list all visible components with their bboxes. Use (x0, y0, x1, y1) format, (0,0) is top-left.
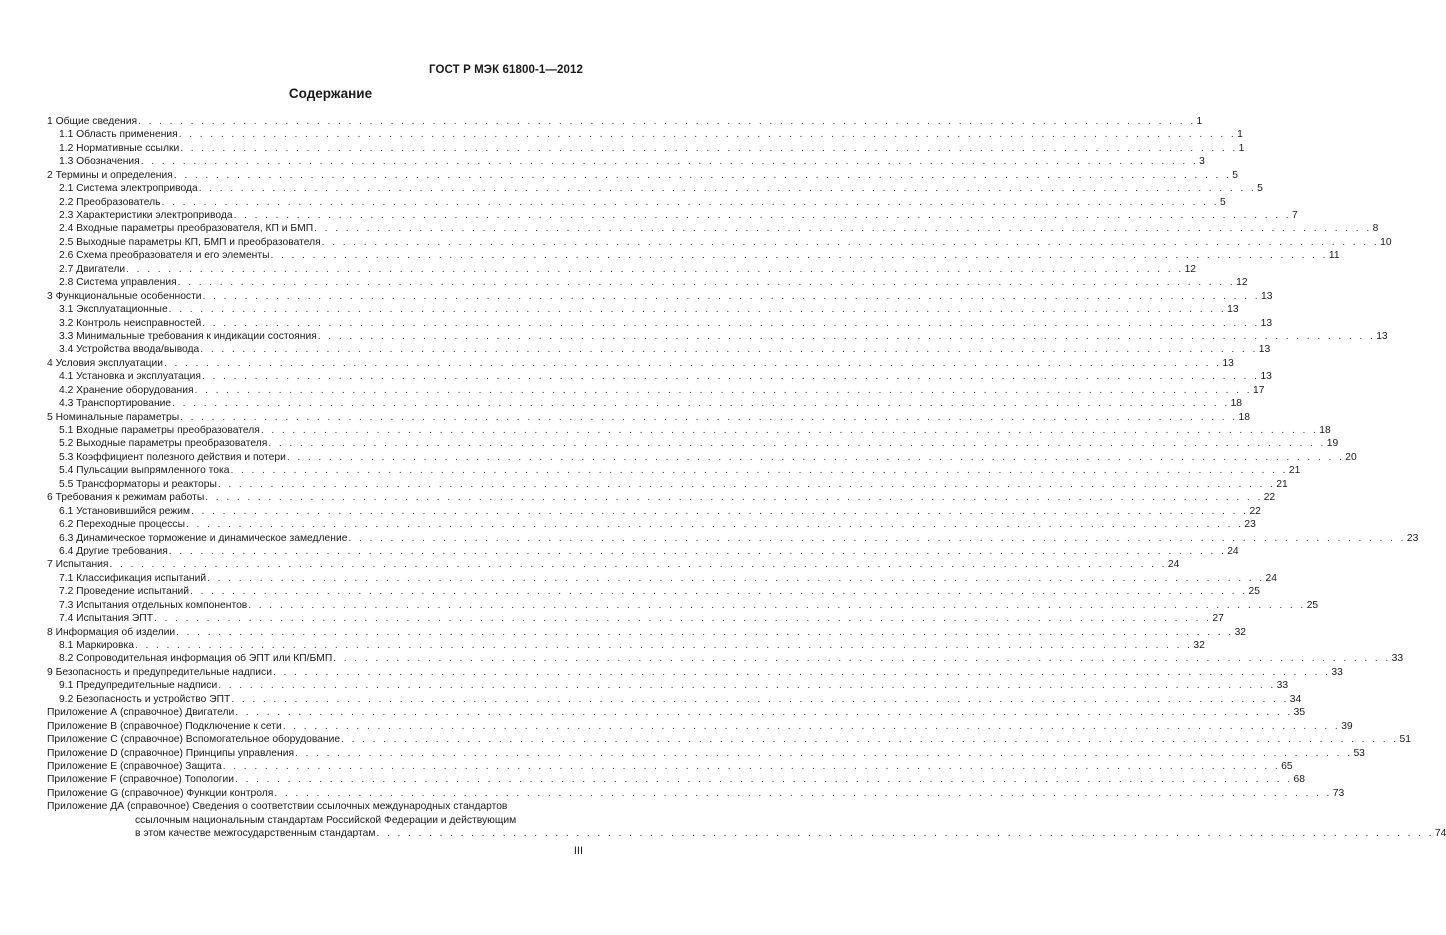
toc-entry[interactable] (47, 384, 1265, 397)
toc-entry-page: 1 (1196, 115, 1203, 127)
toc-entry-title: 2.5 Выходные параметры КП, БМП и преобразователя (59, 236, 321, 248)
toc-entry[interactable] (47, 290, 1273, 303)
page-title: Содержание (288, 86, 373, 101)
toc-entry-page: 68 (1293, 774, 1305, 786)
toc-leader-dots: . . . . . . . . . . . . . . . . . . . . . . . . . . . . . . . . . . . . . . . . . . . . . . . . . . . . . . . . . . . . . . . . . . . . . . . . . . . . . . . . . . . . . . . . . . . . . . . . . . . . . (231, 693, 1289, 705)
toc-entry-page: 12 (1184, 263, 1197, 275)
toc-entry-page: 8 (1372, 223, 1379, 235)
toc-entry[interactable] (47, 478, 1288, 491)
toc-entry[interactable] (47, 142, 1245, 155)
toc-entry[interactable] (47, 639, 1205, 652)
toc-entry-page: 3 (1199, 156, 1205, 168)
toc-entry-title: 4.2 Хранение оборудования (59, 384, 194, 396)
toc-entry[interactable] (47, 196, 1226, 209)
toc-leader-dots: . . . . . . . . . . . . . . . . . . . . . . . . . . . . . . . . . . . . . . . . . . . . . . . . . . . . . . . . . . . . . . . . . . . . . . . . . . . . . . . . . . . . . . . . . . . . . . . . . . . . . (198, 183, 1257, 195)
toc-entry-title: 7.2 Проведение испытаний (59, 586, 190, 598)
toc-entry-title: 6.3 Динамическое торможение и динамическое замедление (59, 532, 348, 544)
toc-entry-page: 34 (1289, 693, 1302, 705)
toc-entry-page: 73 (1332, 787, 1345, 799)
toc-leader-dots: . . . . . . . . . . . . . . . . . . . . . . . . . . . . . . . . . . . . . . . . . . . . . . . . . . . . . . . . . . . . . . . . . . . . . . . . . . . . . . . . . . . . . . . . . . . . . . . . . . . . . (295, 747, 1353, 759)
toc-entry-page: 5 (1219, 196, 1226, 208)
toc-leader-dots: . . . . . . . . . . . . . . . . . . . . . . . . . . . . . . . . . . . . . . . . . . . . . . . . . . . . . . . . . . . . . . . . . . . . . . . . . . . . . . . . . . . . . . . . . . . . . . . . . . . . . (185, 519, 1244, 531)
toc-entry-page: 65 (1281, 760, 1293, 772)
toc-leader-dots: . . . . . . . . . . . . . . . . . . . . . . . . . . . . . . . . . . . . . . . . . . . . . . . . . . . . . . . . . . . . . . . . . . . . . . . . . . . . . . . . . . . . . . . . . . . . . . . . . . . . . (200, 344, 1258, 356)
toc-entry-title: 4.3 Транспортирование (59, 398, 172, 410)
toc-entry-title: 2.7 Двигатели (59, 263, 126, 275)
toc-leader-dots: . . . . . . . . . . . . . . . . . . . . . . . . . . . . . . . . . . . . . . . . . . . . . . . . . . . . . . . . . . . . . . . . . . . . . . . . . . . . . . . . . . . . . . . . . . . . . . . . . . . . . (333, 653, 1391, 665)
toc-leader-dots: . . . . . . . . . . . . . . . . . . . . . . . . . . . . . . . . . . . . . . . . . . . . . . . . . . . . . . . . . . . . . . . . . . . . . . . . . . . . . . . . . . . . . . . . . . . . . . . . . . . . . (154, 613, 1212, 625)
toc-entry-page: 27 (1212, 613, 1224, 625)
toc-entry-title: Приложение G (справочное) Функции контроля (47, 787, 274, 799)
toc-entry[interactable] (47, 303, 1239, 316)
toc-entry-title: 2.3 Характеристики электропривода (59, 210, 233, 222)
toc-entry-title: 6.2 Переходные процессы (59, 519, 185, 531)
toc-entry-title: 6 Требования к режимам работы (47, 492, 205, 504)
toc-entry[interactable] (47, 505, 1261, 518)
toc-entry-page: 17 (1252, 384, 1265, 396)
toc-entry-page: 1 (1238, 142, 1245, 154)
toc-entry-title: 6.4 Другие требования (59, 545, 168, 557)
toc-leader-dots: . . . . . . . . . . . . . . . . . . . . . . . . . . . . . . . . . . . . . . . . . . . . . . . . . . . . . . . . . . . . . . . . . . . . . . . . . . . . . . . . . . . . . . . . . . . . . . . . . . . . . (161, 196, 1219, 208)
toc-entry-page: 13 (1260, 290, 1273, 302)
toc-entry[interactable] (47, 733, 1411, 746)
toc-entry-page: 5 (1257, 183, 1263, 195)
toc-entry[interactable] (47, 720, 1353, 733)
toc-leader-dots: . . . . . . . . . . . . . . . . . . . . . . . . . . . . . . . . . . . . . . . . . . . . . . . . . . . . . . . . . . . . . . . . . . . . . . . . . . . . . . . . . . . . . . . . . . . . . . . . . . . . . (235, 774, 1293, 786)
toc-entry-title: 5.5 Трансформаторы и реакторы (59, 478, 217, 490)
toc-entry-title: 5.4 Пульсации выпрямленного тока (59, 465, 230, 477)
toc-leader-dots: . . . . . . . . . . . . . . . . . . . . . . . . . . . . . . . . . . . . . . . . . . . . . . . . . . . . . . . . . . . . . . . . . . . . . . . . . . . . . . . . . . . . . . . . . . . . . . . . . . . . . (191, 505, 1249, 517)
toc-leader-dots: . . . . . . . . . . . . . . . . . . . . . . . . . . . . . . . . . . . . . . . . . . . . . . . . . . . . . . . . . . . . . . . . . . . . . . . . . . . . . . . . . . . . . . . . . . . . . . . . . . . . . (168, 545, 1227, 557)
toc-entry-page: 23 (1406, 532, 1419, 544)
toc-entry-page: 25 (1306, 599, 1319, 611)
toc-entry[interactable] (47, 518, 1256, 531)
toc-leader-dots: . . . . . . . . . . . . . . . . . . . . . . . . . . . . . . . . . . . . . . . . . . . . . . . . . . . . . . . . . . . . . . . . . . . . . . . . . . . . . . . . . . . . . . . . . . . . . . . . . . . . . (202, 290, 1260, 302)
toc-entry-title: 6.1 Установившийся режим (59, 505, 191, 517)
toc-leader-dots: . . . . . . . . . . . . . . . . . . . . . . . . . . . . . . . . . . . . . . . . . . . . . . . . . . . . . . . . . . . . . . . . . . . . . . . . . . . . . . . . . . . . . . . . . . . . . . . . . . . . . (282, 720, 1341, 732)
toc-leader-dots: . . . . . . . . . . . . . . . . . . . . . . . . . . . . . . . . . . . . . . . . . . . . . . . . . . . . . . . . . . . . . . . . . . . . . . . . . . . . . . . . . . . . . . . . . . . . . . . . . . . . . (140, 156, 1199, 168)
toc-entry-title: 1.3 Обозначения (59, 156, 140, 168)
toc-leader-dots: . . . . . . . . . . . . . . . . . . . . . . . . . . . . . . . . . . . . . . . . . . . . . . . . . . . . . . . . . . . . . . . . . . . . . . . . . . . . . . . . . . . . . . . . . . . . . . . . . . . . . (202, 371, 1260, 383)
toc-leader-dots: . . . . . . . . . . . . . . . . . . . . . . . . . . . . . . . . . . . . . . . . . . . . . . . . . . . . . . . . . . . . . . . . . . . . . . . . . . . . . . . . . . . . . . . . . . . . . . . . . . . . . (268, 438, 1326, 450)
document-header: ГОСТ Р МЭК 61800-1—2012 (429, 64, 583, 76)
toc-entry-title: 2.1 Система электропривода (59, 183, 198, 195)
toc-entry-appendix-da[interactable] (47, 800, 1446, 840)
toc-entry-page: 33 (1331, 666, 1343, 678)
toc-leader-dots: . . . . . . . . . . . . . . . . . . . . . . . . . . . . . . . . . . . . . . . . . . . . . . . . . . . . . . . . . . . . . . . . . . . . . . . . . . . . . . . . . . . . . . . . . . . . . . . . . . . . . (274, 787, 1332, 799)
toc-entry-title: 2 Термины и определения (47, 169, 173, 181)
toc-entry-page: 24 (1265, 572, 1278, 584)
toc-entry-title: 3 Функциональные особенности (47, 290, 202, 302)
toc-entry-title: 3.4 Устройства ввода/вывода (59, 344, 200, 356)
toc-leader-dots: . . . . . . . . . . . . . . . . . . . . . . . . . . . . . . . . . . . . . . . . . . . . . . . . . . . . . . . . . . . . . . . . . . . . . . . . . . . . . . . . . . . . . . . . . . . . . . . . . . . . . (233, 210, 1292, 222)
toc-entry-page: 51 (1399, 734, 1411, 746)
toc-leader-dots: . . . . . . . . . . . . . . . . . . . . . . . . . . . . . . . . . . . . . . . . . . . . . . . . . . . . . . . . . . . . . . . . . . . . . . . . . . . . . . . . . . . . . . . . . . . . . . . . . . . . . (126, 263, 1184, 275)
toc-entry-page: 7 (1292, 210, 1298, 222)
toc-entry-title: 3.2 Контроль неисправностей (59, 317, 202, 329)
toc-entry-title: Приложение F (справочное) Топологии (47, 774, 235, 786)
toc-leader-dots: . . . . . . . . . . . . . . . . . . . . . . . . . . . . . . . . . . . . . . . . . . . . . . . . . . . . . . . . . . . . . . . . . . . . . . . . . . . . . . . . . . . . . . . . . . . . . . . . . . . . . (272, 666, 1331, 678)
toc-entry-page: 1 (1237, 129, 1243, 141)
toc-entry-title-line2: ссылочным национальным стандартам Российской Федерации и действующим (135, 814, 517, 826)
toc-entry[interactable] (47, 263, 1197, 276)
toc-leader-dots: . . . . . . . . . . . . . . . . . . . . . . . . . . . . . . . . . . . . . . . . . . . . . . . . . . . . . . . . . . . . . . . . . . . . . . . . . . . . . . . . . . . . . . . . . . . . . . . . . . . . . (173, 169, 1232, 181)
toc-leader-dots: . . . . . . . . . . . . . . . . . . . . . . . . . . . . . . . . . . . . . . . . . . . . . . . . . . . . . . . . . . . . . . . . . . . . . . . . . . . . . . . . . . . . . . . . . . . . . . . . . . . . . (218, 680, 1276, 692)
toc-entry[interactable] (47, 693, 1302, 706)
toc-entry[interactable] (47, 370, 1272, 383)
toc-entry[interactable] (47, 612, 1224, 625)
toc-entry[interactable] (47, 128, 1243, 141)
toc-entry[interactable] (47, 249, 1340, 262)
toc-entry[interactable] (47, 760, 1293, 773)
toc-leader-dots: . . . . . . . . . . . . . . . . . . . . . . . . . . . . . . . . . . . . . . . . . . . . . . . . . . . . . . . . . . . . . . . . . . . . . . . . . . . . . . . . . . . . . . . . . . . . . . . . . . . . . (376, 828, 1434, 840)
toc-entry-title: 8.1 Маркировка (59, 640, 134, 652)
toc-entry-page: 39 (1341, 720, 1353, 732)
toc-entry-title: Приложение D (справочное) Принципы управления (47, 747, 295, 759)
toc-entry-title: 5 Номинальные параметры (47, 411, 180, 423)
toc-leader-dots: . . . . . . . . . . . . . . . . . . . . . . . . . . . . . . . . . . . . . . . . . . . . . . . . . . . . . . . . . . . . . . . . . . . . . . . . . . . . . . . . . . . . . . . . . . . . . . . . . . . . . (248, 599, 1306, 611)
toc-leader-dots: . . . . . . . . . . . . . . . . . . . . . . . . . . . . . . . . . . . . . . . . . . . . . . . . . . . . . . . . . . . . . . . . . . . . . . . . . . . . . . . . . . . . . . . . . . . . . . . . . . . . . (109, 559, 1167, 571)
toc-leader-dots: . . . . . . . . . . . . . . . . . . . . . . . . . . . . . . . . . . . . . . . . . . . . . . . . . . . . . . . . . . . . . . . . . . . . . . . . . . . . . . . . . . . . . . . . . . . . . . . . . . . . . (163, 357, 1222, 369)
toc-leader-dots: . . . . . . . . . . . . . . . . . . . . . . . . . . . . . . . . . . . . . . . . . . . . . . . . . . . . . . . . . . . . . . . . . . . . . . . . . . . . . . . . . . . . . . . . . . . . . . . . . . . . . (178, 129, 1237, 141)
toc-entry[interactable] (47, 343, 1271, 356)
toc-entry[interactable] (47, 317, 1273, 330)
toc-entry-title: 7.4 Испытания ЭПТ (59, 613, 153, 625)
toc-entry[interactable] (47, 626, 1247, 639)
toc-leader-dots: . . . . . . . . . . . . . . . . . . . . . . . . . . . . . . . . . . . . . . . . . . . . . . . . . . . . . . . . . . . . . . . . . . . . . . . . . . . . . . . . . . . . . . . . . . . . . . . . . . . . . (176, 626, 1234, 638)
toc-entry-page: 18 (1230, 398, 1243, 410)
toc-entry-page: 13 (1260, 317, 1273, 329)
toc-entry[interactable] (47, 706, 1306, 719)
toc-leader-dots: . . . . . . . . . . . . . . . . . . . . . . . . . . . . . . . . . . . . . . . . . . . . . . . . . . . . . . . . . . . . . . . . . . . . . . . . . . . . . . . . . . . . . . . . . . . . . . . . . . . . . (194, 384, 1252, 396)
toc-entry[interactable] (47, 787, 1345, 800)
toc-leader-dots: . . . . . . . . . . . . . . . . . . . . . . . . . . . . . . . . . . . . . . . . . . . . . . . . . . . . . . . . . . . . . . . . . . . . . . . . . . . . . . . . . . . . . . . . . . . . . . . . . . . . . (260, 425, 1319, 437)
toc-entry[interactable] (47, 182, 1263, 195)
toc-entry-title: 8.2 Сопроводительная информация об ЭПТ или КП/БМП (59, 653, 333, 665)
toc-entry-page: 22 (1263, 492, 1276, 504)
toc-leader-dots: . . . . . . . . . . . . . . . . . . . . . . . . . . . . . . . . . . . . . . . . . . . . . . . . . . . . . . . . . . . . . . . . . . . . . . . . . . . . . . . . . . . . . . . . . . . . . . . . . . . . . (134, 640, 1193, 652)
toc-entry-page: 11 (1328, 250, 1340, 262)
toc-entry-title: 1.2 Нормативные ссылки (59, 142, 180, 154)
toc-entry[interactable] (47, 357, 1234, 370)
toc-entry-title: 4 Условия эксплуатации (47, 357, 163, 369)
toc-entry-page: 32 (1234, 626, 1247, 638)
toc-leader-dots: . . . . . . . . . . . . . . . . . . . . . . . . . . . . . . . . . . . . . . . . . . . . . . . . . . . . . . . . . . . . . . . . . . . . . . . . . . . . . . . . . . . . . . . . . . . . . . . . . . . . . (348, 532, 1406, 544)
toc-entry[interactable] (47, 585, 1260, 598)
toc-entry[interactable] (47, 115, 1203, 128)
toc-entry[interactable] (47, 451, 1357, 464)
toc-entry[interactable] (47, 209, 1298, 222)
toc-entry-title: Приложение С (справочное) Вспомогательное оборудование (47, 734, 341, 746)
toc-entry-title: 7.3 Испытания отдельных компонентов (59, 599, 248, 611)
toc-entry-page: 33 (1391, 653, 1404, 665)
toc-leader-dots: . . . . . . . . . . . . . . . . . . . . . . . . . . . . . . . . . . . . . . . . . . . . . . . . . . . . . . . . . . . . . . . . . . . . . . . . . . . . . . . . . . . . . . . . . . . . . . . . . . . . . (314, 223, 1372, 235)
toc-entry[interactable] (47, 155, 1205, 168)
toc-leader-dots: . . . . . . . . . . . . . . . . . . . . . . . . . . . . . . . . . . . . . . . . . . . . . . . . . . . . . . . . . . . . . . . . . . . . . . . . . . . . . . . . . . . . . . . . . . . . . . . . . . . . . (321, 236, 1380, 248)
toc-entry-title: 5.2 Выходные параметры преобразователя (59, 438, 268, 450)
toc-entry-title-line3: в этом качестве межгосударственным стандартам (135, 828, 376, 840)
toc-entry-page: 33 (1276, 680, 1289, 692)
page-number: III (573, 845, 583, 857)
toc-entry-title: 5.1 Входные параметры преобразователя (59, 425, 260, 437)
toc-entry-title: 9.1 Предупредительные надписи (59, 680, 218, 692)
toc-leader-dots: . . . . . . . . . . . . . . . . . . . . . . . . . . . . . . . . . . . . . . . . . . . . . . . . . . . . . . . . . . . . . . . . . . . . . . . . . . . . . . . . . . . . . . . . . . . . . . . . . . . . . (341, 734, 1399, 746)
toc-entry-title: 9 Безопасность и предупредительные надписи (47, 666, 272, 678)
toc-leader-dots: . . . . . . . . . . . . . . . . . . . . . . . . . . . . . . . . . . . . . . . . . . . . . . . . . . . . . . . . . . . . . . . . . . . . . . . . . . . . . . . . . . . . . . . . . . . . . . . . . . . . . (190, 586, 1248, 598)
toc-entry-title: 1 Общие сведения (47, 115, 138, 127)
toc-entry[interactable] (47, 572, 1278, 585)
toc-entry-page: 13 (1260, 371, 1272, 383)
toc-entry-title: 7.1 Классификация испытаний (59, 572, 207, 584)
toc-entry-page: 18 (1319, 425, 1331, 437)
toc-entry-page: 21 (1288, 465, 1301, 477)
toc-entry-title: Приложение А (справочное) Двигатели (47, 707, 235, 719)
toc-entry-page: 21 (1276, 478, 1288, 490)
toc-entry[interactable] (47, 653, 1404, 666)
toc-entry[interactable] (47, 532, 1419, 545)
toc-entry[interactable] (47, 545, 1239, 558)
toc-entry-page: 10 (1380, 236, 1392, 248)
toc-entry-page: 13 (1227, 304, 1239, 316)
toc-leader-dots: . . . . . . . . . . . . . . . . . . . . . . . . . . . . . . . . . . . . . . . . . . . . . . . . . . . . . . . . . . . . . . . . . . . . . . . . . . . . . . . . . . . . . . . . . . . . . . . . . . . . . (217, 478, 1276, 490)
toc-entry-page: 53 (1353, 747, 1365, 759)
toc-entry[interactable] (47, 464, 1301, 477)
toc-leader-dots: . . . . . . . . . . . . . . . . . . . . . . . . . . . . . . . . . . . . . . . . . . . . . . . . . . . . . . . . . . . . . . . . . . . . . . . . . . . . . . . . . . . . . . . . . . . . . . . . . . . . . (138, 115, 1196, 127)
toc-entry[interactable] (47, 773, 1305, 786)
toc-entry[interactable] (47, 666, 1343, 679)
toc-entry-title: Приложение Е (справочное) Защита (47, 760, 222, 772)
toc-entry-page: 24 (1167, 559, 1180, 571)
toc-entry[interactable] (47, 169, 1238, 182)
toc-entry-page: 5 (1232, 169, 1238, 181)
toc-entry-title: 1.1 Область применения (59, 129, 178, 141)
toc-leader-dots: . . . . . . . . . . . . . . . . . . . . . . . . . . . . . . . . . . . . . . . . . . . . . . . . . . . . . . . . . . . . . . . . . . . . . . . . . . . . . . . . . . . . . . . . . . . . . . . . . . . . . (230, 465, 1288, 477)
toc-entry[interactable] (47, 424, 1331, 437)
toc-entry-title: 9.2 Безопасность и устройство ЭПТ (59, 693, 231, 705)
toc-entry-page: 19 (1326, 438, 1339, 450)
toc-entry-title: 2.4 Входные параметры преобразователя, КП и БМП (59, 223, 314, 235)
toc-entry-page: 13 (1376, 330, 1388, 342)
toc-leader-dots: . . . . . . . . . . . . . . . . . . . . . . . . . . . . . . . . . . . . . . . . . . . . . . . . . . . . . . . . . . . . . . . . . . . . . . . . . . . . . . . . . . . . . . . . . . . . . . . . . . . . . (177, 277, 1236, 289)
table-of-contents (47, 115, 1446, 841)
toc-leader-dots: . . . . . . . . . . . . . . . . . . . . . . . . . . . . . . . . . . . . . . . . . . . . . . . . . . . . . . . . . . . . . . . . . . . . . . . . . . . . . . . . . . . . . . . . . . . . . . . . . . . . . (168, 304, 1227, 316)
toc-entry-last-line (47, 827, 1446, 840)
toc-entry-page: 35 (1293, 707, 1306, 719)
toc-leader-dots: . . . . . . . . . . . . . . . . . . . . . . . . . . . . . . . . . . . . . . . . . . . . . . . . . . . . . . . . . . . . . . . . . . . . . . . . . . . . . . . . . . . . . . . . . . . . . . . . . . . . . (270, 250, 1328, 262)
toc-entry-page: 20 (1345, 451, 1357, 463)
toc-entry-title: 8 Информация об изделии (47, 626, 176, 638)
toc-entry-page: 12 (1236, 277, 1248, 289)
toc-leader-dots: . . . . . . . . . . . . . . . . . . . . . . . . . . . . . . . . . . . . . . . . . . . . . . . . . . . . . . . . . . . . . . . . . . . . . . . . . . . . . . . . . . . . . . . . . . . . . . . . . . . . . (317, 330, 1376, 342)
toc-leader-dots: . . . . . . . . . . . . . . . . . . . . . . . . . . . . . . . . . . . . . . . . . . . . . . . . . . . . . . . . . . . . . . . . . . . . . . . . . . . . . . . . . . . . . . . . . . . . . . . . . . . . . (202, 317, 1260, 329)
toc-entry-page: 24 (1227, 545, 1239, 557)
toc-leader-dots: . . . . . . . . . . . . . . . . . . . . . . . . . . . . . . . . . . . . . . . . . . . . . . . . . . . . . . . . . . . . . . . . . . . . . . . . . . . . . . . . . . . . . . . . . . . . . . . . . . . . . (207, 572, 1265, 584)
toc-entry-page: 23 (1244, 519, 1256, 531)
toc-entry[interactable] (47, 411, 1250, 424)
toc-entry-page: 32 (1193, 640, 1205, 652)
toc-leader-dots: . . . . . . . . . . . . . . . . . . . . . . . . . . . . . . . . . . . . . . . . . . . . . . . . . . . . . . . . . . . . . . . . . . . . . . . . . . . . . . . . . . . . . . . . . . . . . . . . . . . . . (180, 411, 1238, 423)
toc-entry-title: 2.8 Система управления (59, 277, 177, 289)
toc-entry[interactable] (47, 599, 1319, 612)
toc-leader-dots: . . . . . . . . . . . . . . . . . . . . . . . . . . . . . . . . . . . . . . . . . . . . . . . . . . . . . . . . . . . . . . . . . . . . . . . . . . . . . . . . . . . . . . . . . . . . . . . . . . . . . (286, 451, 1345, 463)
toc-entry[interactable] (47, 747, 1365, 760)
toc-entry-title: Приложение В (справочное) Подключение к сети (47, 720, 282, 732)
toc-leader-dots: . . . . . . . . . . . . . . . . . . . . . . . . . . . . . . . . . . . . . . . . . . . . . . . . . . . . . . . . . . . . . . . . . . . . . . . . . . . . . . . . . . . . . . . . . . . . . . . . . . . . . (222, 760, 1281, 772)
toc-entry[interactable] (47, 223, 1379, 236)
toc-entry[interactable] (47, 491, 1276, 504)
toc-entry[interactable] (47, 276, 1248, 289)
toc-entry-title: 4.1 Установка и эксплуатация (59, 371, 202, 383)
toc-entry-page: 22 (1249, 505, 1261, 517)
toc-leader-dots: . . . . . . . . . . . . . . . . . . . . . . . . . . . . . . . . . . . . . . . . . . . . . . . . . . . . . . . . . . . . . . . . . . . . . . . . . . . . . . . . . . . . . . . . . . . . . . . . . . . . . (205, 492, 1263, 504)
toc-entry-page: 25 (1248, 586, 1260, 598)
toc-leader-dots: . . . . . . . . . . . . . . . . . . . . . . . . . . . . . . . . . . . . . . . . . . . . . . . . . . . . . . . . . . . . . . . . . . . . . . . . . . . . . . . . . . . . . . . . . . . . . . . . . . . . . (235, 707, 1293, 719)
toc-leader-dots: . . . . . . . . . . . . . . . . . . . . . . . . . . . . . . . . . . . . . . . . . . . . . . . . . . . . . . . . . . . . . . . . . . . . . . . . . . . . . . . . . . . . . . . . . . . . . . . . . . . . . (172, 398, 1230, 410)
toc-entry-title: 7 Испытания (47, 559, 109, 571)
toc-entry[interactable] (47, 679, 1289, 692)
toc-entry[interactable] (47, 330, 1388, 343)
toc-entry[interactable] (47, 438, 1339, 451)
toc-entry-title: 2.2 Преобразователь (59, 196, 161, 208)
toc-leader-dots: . . . . . . . . . . . . . . . . . . . . . . . . . . . . . . . . . . . . . . . . . . . . . . . . . . . . . . . . . . . . . . . . . . . . . . . . . . . . . . . . . . . . . . . . . . . . . . . . . . . . . (180, 142, 1238, 154)
toc-entry-title: 3.1 Эксплуатационные (59, 304, 168, 316)
toc-entry-page: 13 (1258, 344, 1271, 356)
toc-entry-page: 13 (1222, 357, 1234, 369)
toc-entry[interactable] (47, 558, 1180, 571)
toc-entry-title: 5.3 Коэффициент полезного действия и потери (59, 451, 286, 463)
toc-entry-title: 3.3 Минимальные требования к индикации состояния (59, 330, 317, 342)
toc-entry-title: 2.6 Схема преобразователя и его элементы (59, 250, 270, 262)
toc-entry-page: 18 (1238, 411, 1250, 423)
toc-entry-page: 74 (1434, 828, 1446, 840)
toc-entry[interactable] (47, 397, 1243, 410)
toc-entry-title-line1: Приложение ДА (справочное) Сведения о соответствии ссылочных международных стандартов (47, 801, 508, 813)
toc-entry[interactable] (47, 236, 1392, 249)
